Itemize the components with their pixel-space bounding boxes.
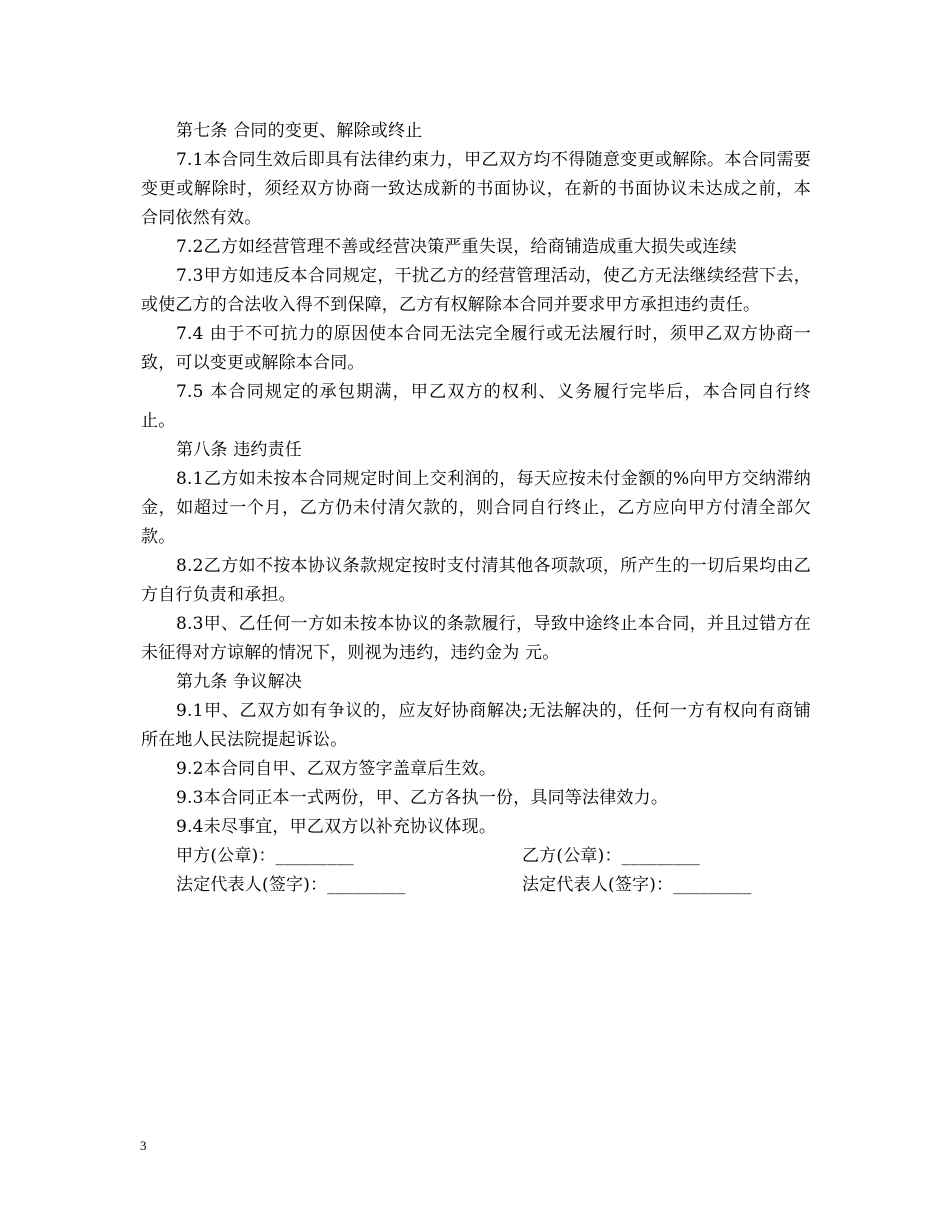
page-number: 3 [140, 1138, 147, 1153]
clause-8-1: 8.1乙方如未按本合同规定时间上交利润的，每天应按未付金额的%向甲方交纳滞纳金，如超过一个月，乙方仍未付清欠款的，则合同自行终止，乙方应向甲方付清全部欠款。 [141, 469, 811, 547]
party-a-seal-field: 甲方(公章)：_________ [176, 846, 354, 866]
signature-row-representative [141, 871, 811, 900]
clause-9-3: 9.3本合同正本一式两份，甲、乙方各执一份，具同等法律效力。 [176, 788, 669, 808]
clause-7-5: 7.5 本合同规定的承包期满，甲乙双方的权利、义务履行完毕后，本合同自行终止。 [141, 382, 811, 431]
article-9-heading: 第九条 争议解决 [176, 672, 303, 692]
article-7-heading: 第七条 合同的变更、解除或终止 [176, 121, 423, 141]
clause-7-4: 7.4 由于不可抗力的原因使本合同无法完全履行或无法履行时，须甲乙双方协商一致，可以变更或解除本合同。 [141, 324, 811, 373]
clause-7-2: 7.2乙方如经营管理不善或经营决策严重失误，给商铺造成重大损失或连续 [176, 237, 737, 257]
clause-8-2: 8.2乙方如不按本协议条款规定按时支付清其他各项款项，所产生的一切后果均由乙方自行负责和承担。 [141, 556, 811, 605]
clause-9-1: 9.1甲、乙双方如有争议的，应友好协商解决;无法解决的，任何一方有权向有商铺所在地人民法院提起诉讼。 [141, 701, 811, 750]
clause-7-1: 7.1本合同生效后即具有法律约束力，甲乙双方均不得随意变更或解除。本合同需要变更或解除时，须经双方协商一致达成新的书面协议，在新的书面协议未达成之前，本合同依然有效。 [141, 150, 811, 228]
party-b-seal-field: 乙方(公章)：_________ [522, 846, 700, 866]
signature-row-seal [141, 842, 811, 871]
clause-7-3: 7.3甲方如违反本合同规定，干扰乙方的经营管理活动，使乙方无法继续经营下去，或使乙方的合法收入得不到保障，乙方有权解除本合同并要求甲方承担违约责任。 [141, 266, 811, 315]
party-a-representative-field: 法定代表人(签字)：_________ [176, 875, 406, 895]
clause-8-3: 8.3甲、乙任何一方如未按本协议的条款履行，导致中途终止本合同，并且过错方在未征得对方谅解的情况下，则视为违约，违约金为 元。 [141, 614, 811, 663]
clause-9-4: 9.4未尽事宜，甲乙双方以补充协议体现。 [176, 817, 497, 837]
party-b-representative-field: 法定代表人(签字)：_________ [522, 875, 752, 895]
contract-body [141, 117, 811, 900]
clause-9-2: 9.2本合同自甲、乙双方签字盖章后生效。 [176, 759, 497, 779]
article-8-heading: 第八条 违约责任 [176, 440, 303, 460]
